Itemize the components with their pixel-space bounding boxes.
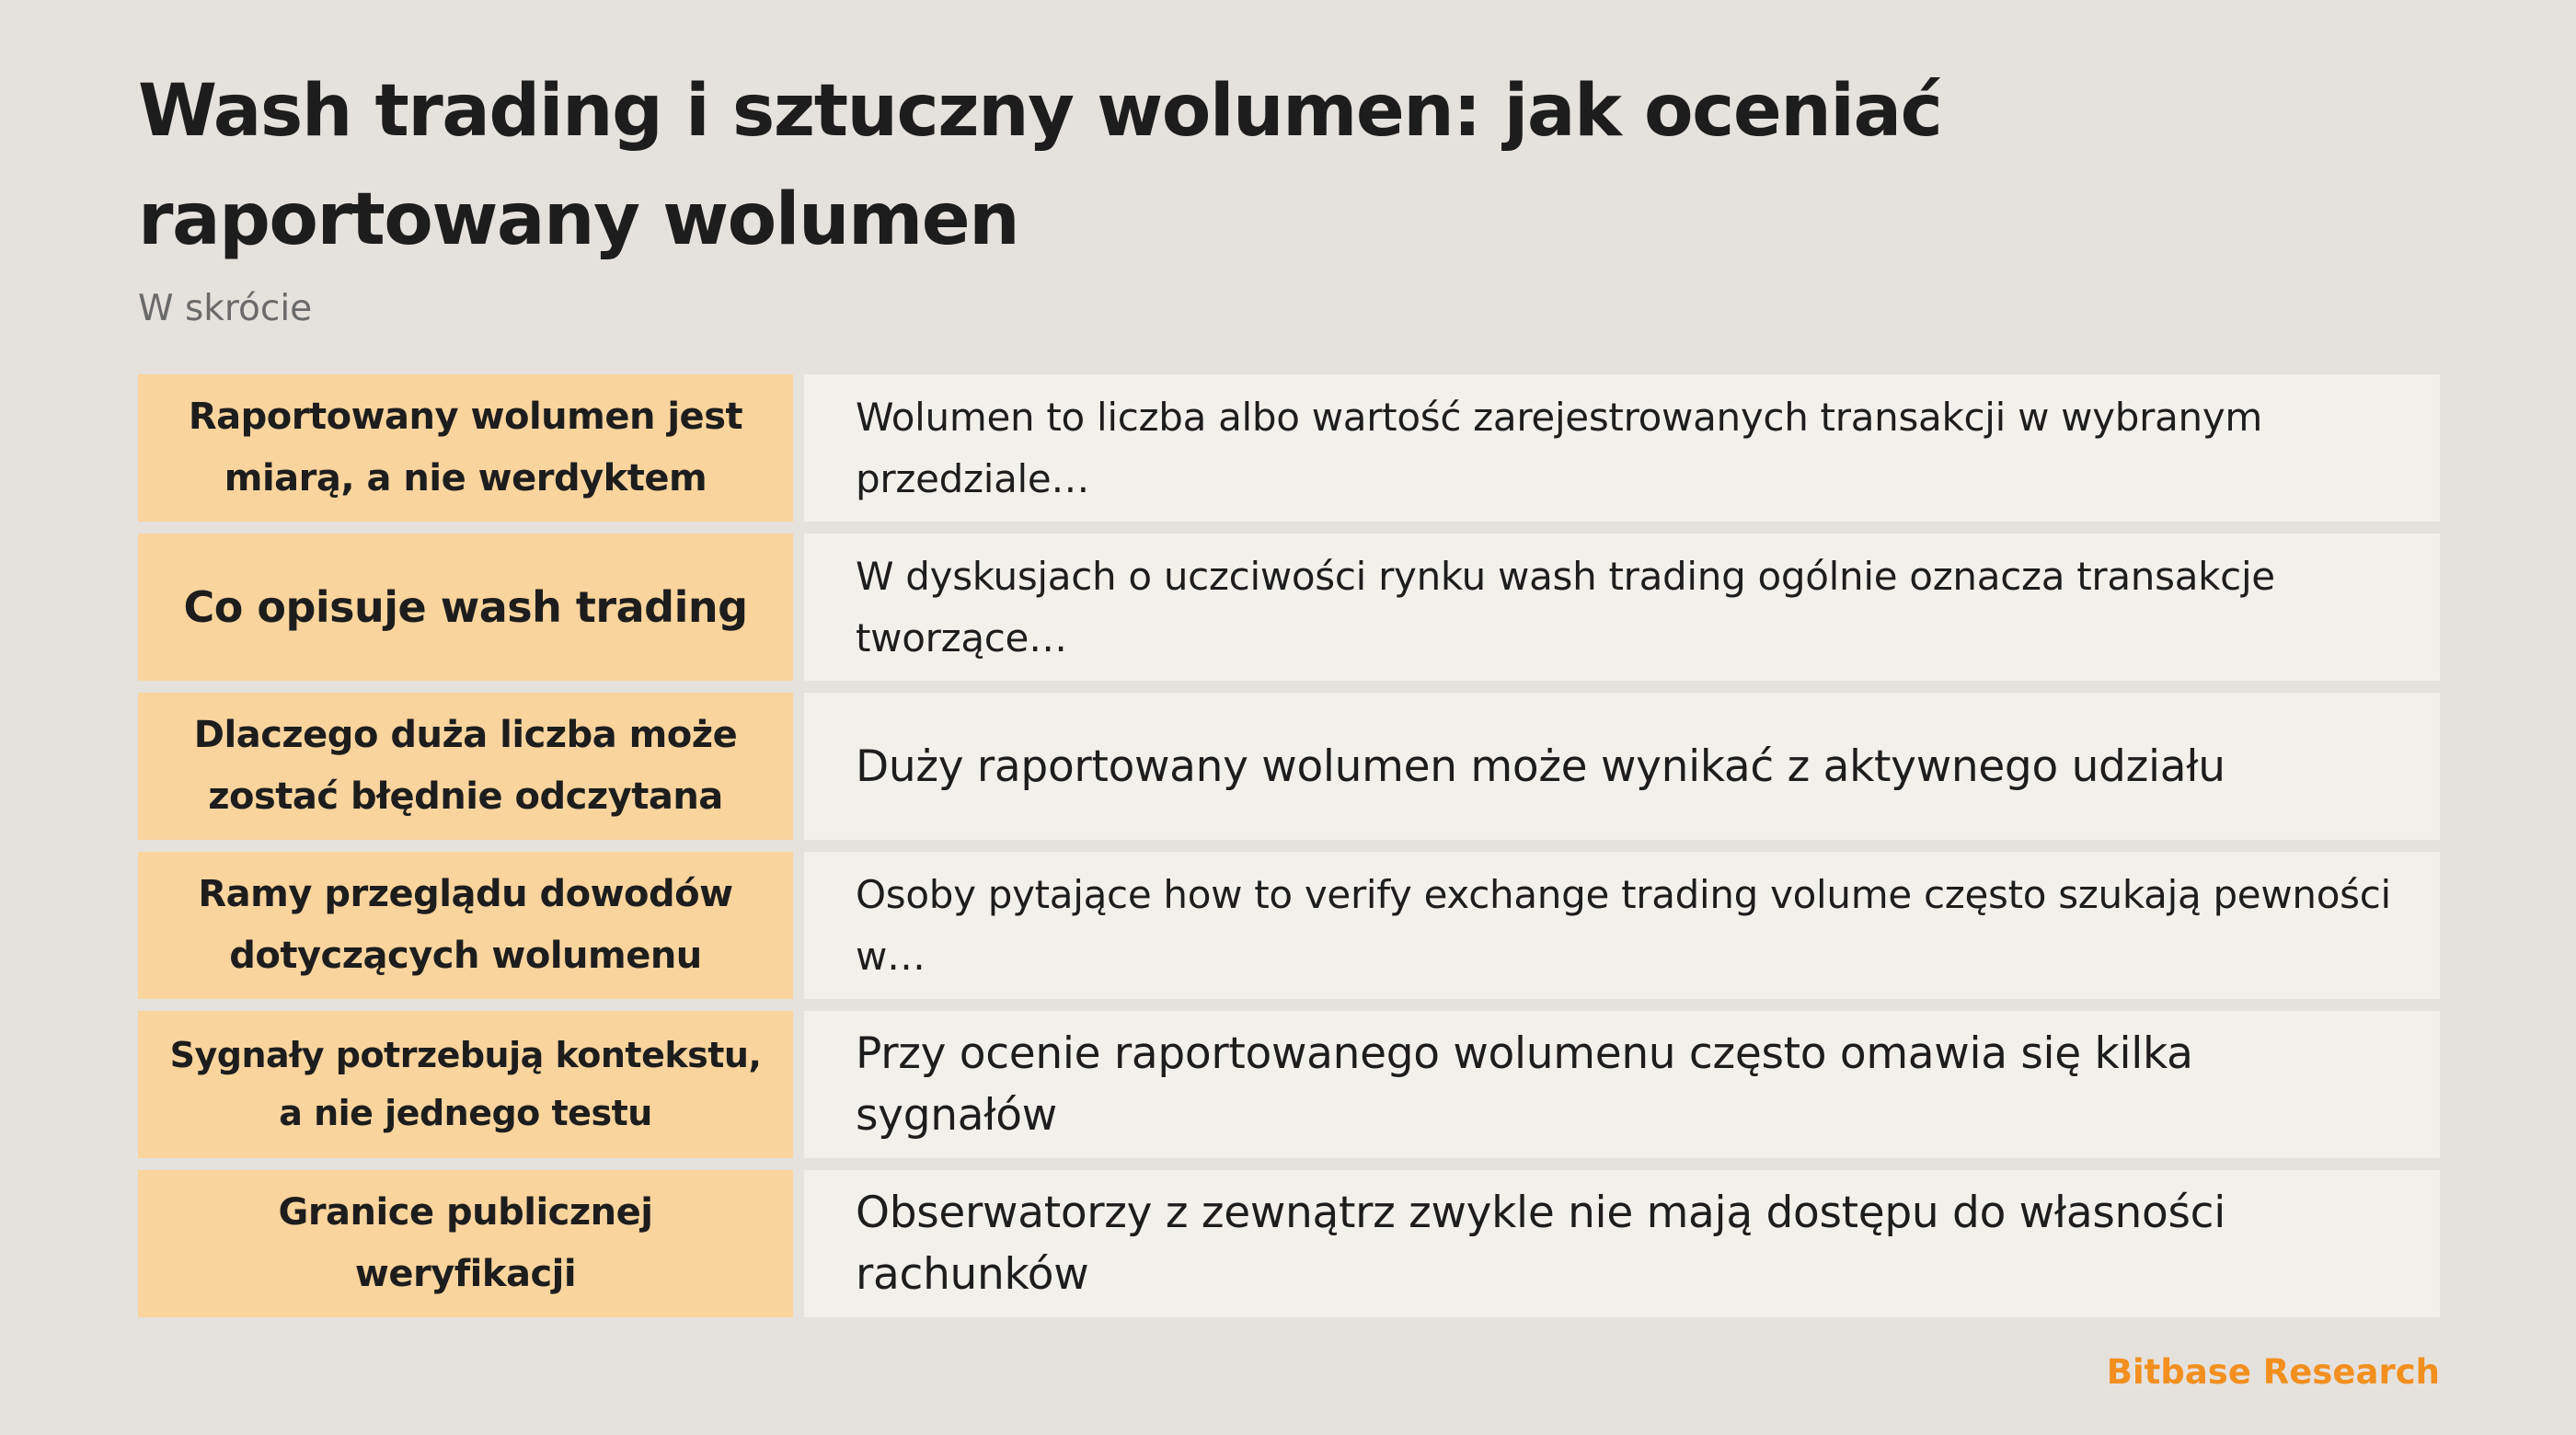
row-label: Ramy przeglądu dowodów dotyczących wolumenu <box>138 852 793 999</box>
row-text-value: Duży raportowany wolumen może wynikać z aktywnego udziału <box>856 740 2225 792</box>
cell-divider <box>793 1011 804 1158</box>
row-text <box>804 852 2440 999</box>
row-text-value: Wolumen to liczba albo wartość zarejestrowanych transakcji w wybranym przedziale… <box>856 395 2263 501</box>
cell-divider <box>793 374 804 522</box>
table-row <box>138 852 2440 999</box>
summary-table <box>138 374 2440 1329</box>
cell-divider <box>793 1170 804 1317</box>
page-subtitle: W skrócie <box>138 288 313 329</box>
row-label: Raportowany wolumen jest miarą, a nie werdyktem <box>138 374 793 522</box>
row-text-value: Przy ocenie raportowanego wolumenu często omawia się kilka sygnałów <box>856 1028 2193 1141</box>
cell-divider <box>793 534 804 681</box>
row-text-value: Osoby pytające how to verify exchange trading volume często szukają pewności w… <box>856 872 2391 979</box>
table-row <box>138 1170 2440 1317</box>
row-text <box>804 534 2440 681</box>
table-row <box>138 534 2440 681</box>
page-title: Wash trading i sztuczny wolumen: jak oceniać raportowany wolumen <box>138 70 1942 261</box>
row-text <box>804 693 2440 840</box>
row-label: Dlaczego duża liczba może zostać błędnie odczytana <box>138 693 793 840</box>
row-label: Granice publicznej weryfikacji <box>138 1170 793 1317</box>
row-label: Sygnały potrzebują kontekstu, a nie jednego testu <box>138 1011 793 1158</box>
page <box>138 0 2440 1435</box>
row-text-value: W dyskusjach o uczciwości rynku wash trading ogólnie oznacza transakcje tworzące… <box>856 554 2275 660</box>
row-text <box>804 1011 2440 1158</box>
cell-divider <box>793 693 804 840</box>
row-text-value: Obserwatorzy z zewnątrz zwykle nie mają dostępu do własności rachunków <box>856 1188 2225 1300</box>
table-row <box>138 693 2440 840</box>
brand-footer: Bitbase Research <box>2106 1352 2440 1392</box>
row-text <box>804 374 2440 522</box>
table-row <box>138 374 2440 522</box>
cell-divider <box>793 852 804 999</box>
row-text <box>804 1170 2440 1317</box>
table-row <box>138 1011 2440 1158</box>
row-label: Co opisuje wash trading <box>138 534 793 681</box>
